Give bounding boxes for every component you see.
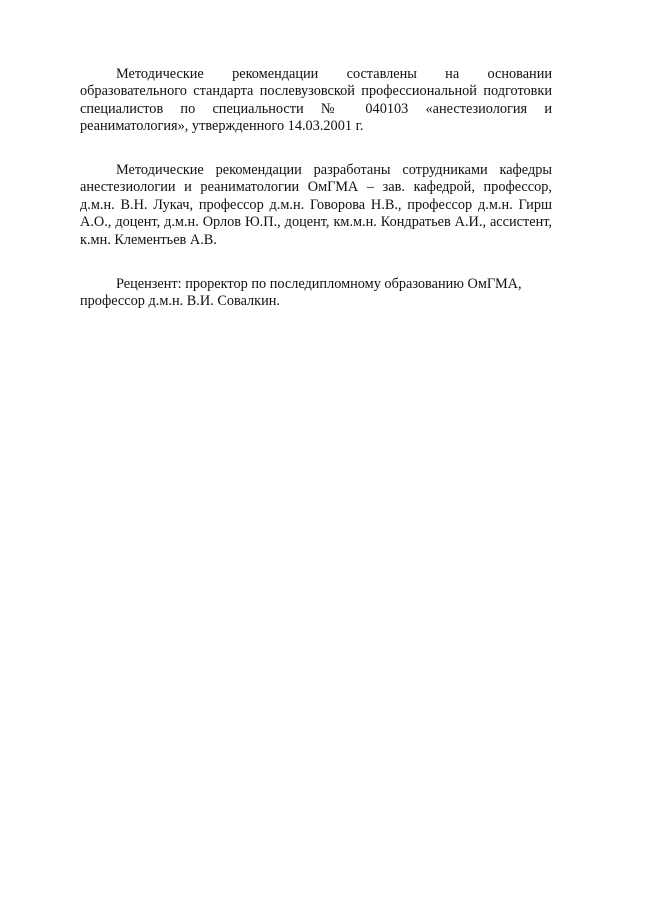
text-line: А.О., доцент, д.м.н. Орлов Ю.П., доцент, км.м.н. Кондратьев А.И., ассистент, bbox=[80, 214, 552, 231]
text-line: специалистов по специальности № 040103 «анестезиология и bbox=[80, 100, 552, 117]
text-line: реаниматология», утвержденного 14.03.2001 г. bbox=[80, 118, 364, 135]
text-line: д.м.н. В.Н. Лукач, профессор д.м.н. Говорова Н.В., профессор д.м.н. Гирш bbox=[80, 196, 552, 213]
text-line: образовательного стандарта послевузовской профессиональной подготовки bbox=[80, 83, 552, 100]
text-line: анестезиологии и реаниматологии ОмГМА – зав. кафедрой, профессор, bbox=[80, 179, 552, 196]
text-line: профессор д.м.н. В.И. Совалкин. bbox=[80, 293, 281, 310]
paragraph-authors bbox=[80, 162, 552, 249]
text-line: Методические рекомендации составлены на основании bbox=[116, 66, 552, 82]
text-line: к.мн. Клементьев А.В. bbox=[80, 231, 217, 248]
text-line: Методические рекомендации разработаны сотрудниками кафедры bbox=[116, 162, 552, 178]
paragraph-basis bbox=[80, 66, 552, 136]
paragraph-reviewer bbox=[80, 276, 552, 311]
text-line: Рецензент: проректор по последипломному образованию ОмГМА, bbox=[116, 276, 522, 292]
